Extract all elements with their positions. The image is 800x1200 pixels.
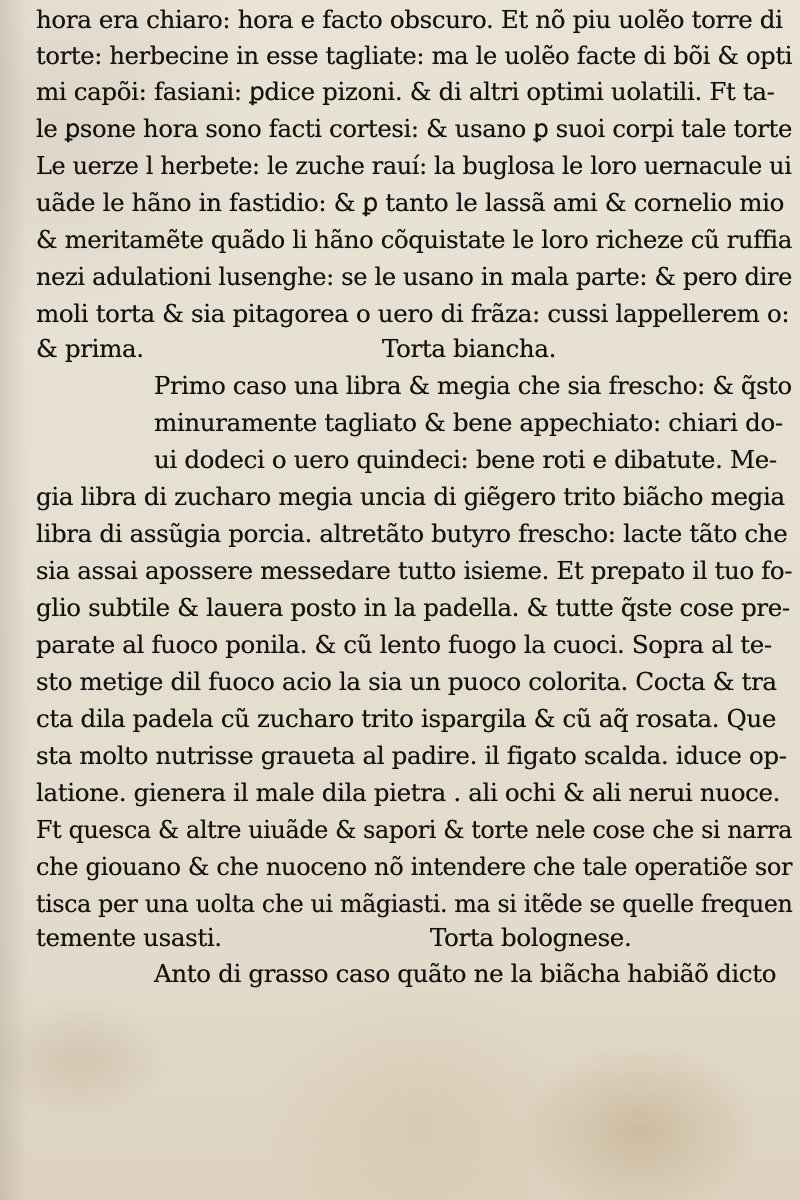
- page-edge-shadow: [0, 0, 28, 1200]
- text-line: libra di assũgia porcia. altretãto butyro frescho: lacte tãto che: [36, 519, 788, 548]
- text-line: gia libra di zucharo megia uncia di giẽgero trito biãcho megia: [36, 482, 785, 511]
- text-line: torte: herbecine in esse tagliate: ma le uolẽo facte di bõi & opti: [36, 41, 793, 70]
- text-line: cta dila padela cũ zucharo trito ispargila & cũ aq̃ rosata. Que: [36, 704, 776, 733]
- text-line: Primo caso una libra & megia che sia frescho: & q̃sto: [154, 371, 792, 400]
- text-line: nezi adulationi lusenghe: se le usano in mala parte: & pero dire: [36, 262, 793, 291]
- text-line: sta molto nutrisse graueta al padire. il figato scalda. iduce op-: [36, 741, 787, 770]
- text-line: mi capõi: fasiani: ꝑdice pizoni. & di altri optimi uolatili. Ft ta-: [36, 77, 775, 106]
- text-line: temente usasti.: [36, 923, 222, 952]
- text-line: sia assai apossere messedare tutto isieme. Et prepato il tuo fo-: [36, 556, 793, 585]
- text-line: Le uerze l herbete: le zuche rauí: la buglosa le loro uernacule ui: [36, 151, 792, 180]
- text-line: uãde le hãno in fastidio: & ꝑ tanto le lassã ami & cornelio mio: [36, 188, 784, 217]
- text-line: & prima.: [36, 334, 144, 363]
- text-line: moli torta & sia pitagorea o uero di frãza: cussi lappellerem o:: [36, 299, 790, 328]
- text-line: ui dodeci o uero quindeci: bene roti e dibatute. Me-: [154, 445, 777, 474]
- text-line: Anto di grasso caso quãto ne la biãcha habiãõ dicto: [154, 959, 777, 988]
- text-line: Ft quesca & altre uiuãde & sapori & torte nele cose che si narra: [36, 815, 793, 844]
- text-line: sto metige dil fuoco acio la sia un puoco colorita. Cocta & tra: [36, 667, 777, 696]
- text-line: le ꝑsone hora sono facti cortesi: & usano ꝑ suoi corpi tale torte: [36, 114, 792, 143]
- text-line: minuramente tagliato & bene appechiato: chiari do-: [154, 408, 783, 437]
- section-heading: Torta bolognese.: [430, 923, 632, 952]
- text-line: & meritamẽte quãdo li hãno cõquistate le loro richeze cũ ruffia: [36, 225, 792, 254]
- text-line: glio subtile & lauera posto in la padella. & tutte q̃ste cose pre-: [36, 593, 790, 622]
- text-line: parate al fuoco ponila. & cũ lento fuogo la cuoci. Sopra al te-: [36, 630, 772, 659]
- section-heading: Torta biancha.: [382, 334, 557, 363]
- text-line: tisca per una uolta che ui mãgiasti. ma si itẽde se quelle frequen: [36, 889, 793, 918]
- text-line: hora era chiaro: hora e facto obscuro. Et nõ piu uolẽo torre di: [36, 5, 783, 34]
- text-line: che giouano & che nuoceno nõ intendere che tale operatiõe sor: [36, 852, 793, 881]
- text-line: latione. gienera il male dila pietra . ali ochi & ali nerui nuoce.: [36, 778, 781, 807]
